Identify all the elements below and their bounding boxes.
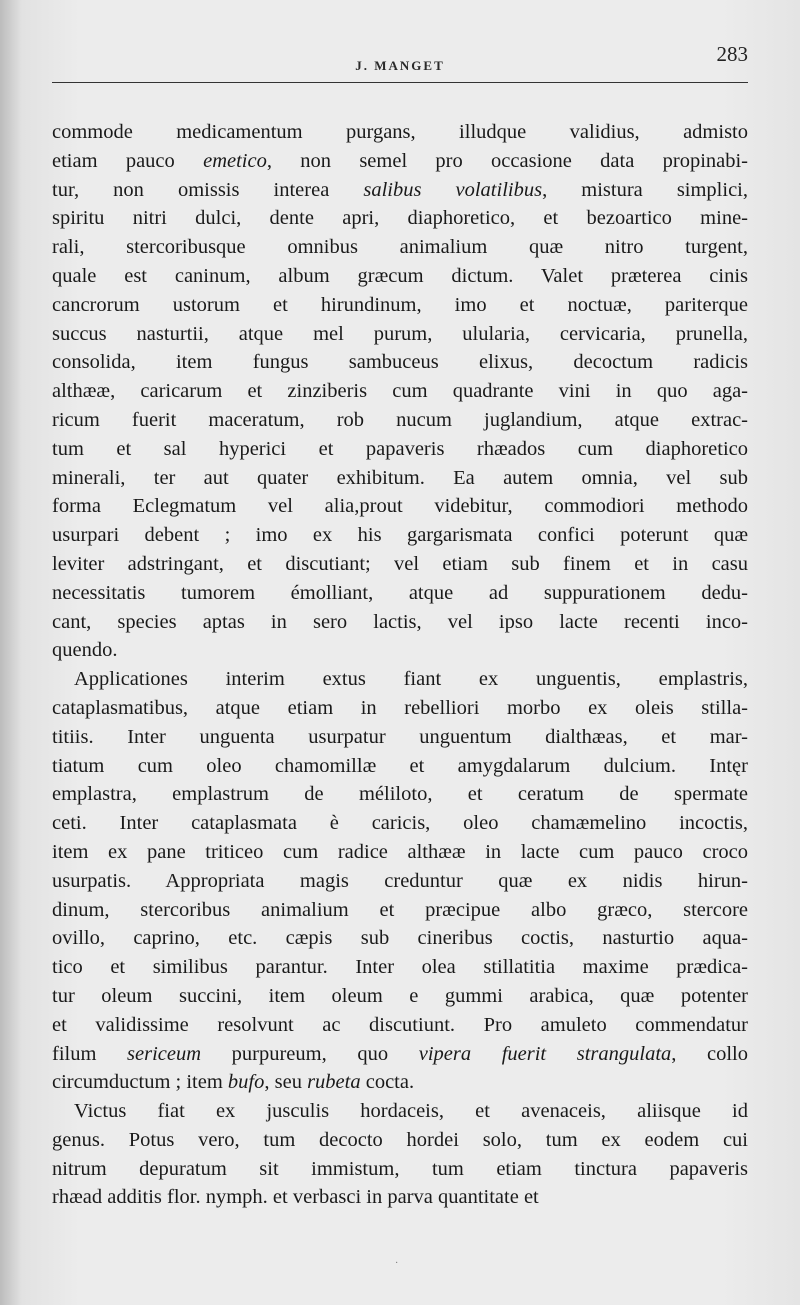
text-run: Applicationes interim extus fiant ex unguentis, emplastris, — [74, 668, 748, 691]
text-run: rali, stercoribusque omnibus animalium quæ nitro turgent, — [52, 236, 748, 259]
text-run: cancrorum ustorum et hirundinum, imo et noctuæ, pariterque — [52, 293, 748, 316]
text-run: genus. Potus vero, tum decocto hordei solo, tum ex eodem cui — [52, 1128, 748, 1151]
text-line — [52, 665, 748, 694]
text-run: quale est caninum, album græcum dictum. Valet præterea cinis — [52, 264, 748, 287]
text-line — [52, 636, 748, 665]
text-line — [52, 377, 748, 406]
text-line — [52, 752, 748, 781]
text-line — [52, 521, 748, 550]
text-run: dinum, stercoribus animalium et præcipue albo græco, stercore — [52, 898, 748, 921]
page-header — [52, 40, 748, 80]
text-run: succus nasturtii, atque mel purum, ulularia, cervicaria, prunella, — [52, 322, 748, 345]
text-run: ceti. Inter cataplasmata è caricis, oleo chamæmelino incoctis, — [52, 812, 748, 835]
text-line — [52, 262, 748, 291]
text-run: tur oleum succini, item oleum e gummi arabica, quæ potenter — [52, 984, 748, 1007]
header-rule — [52, 82, 748, 83]
italic-text: vipera fuerit strangulata — [418, 1042, 672, 1065]
text-line — [52, 809, 748, 838]
text-run: tiatum cum oleo chamomillæ et amygdalarum dulcium. Intęr — [52, 754, 748, 777]
italic-text: salibus volatilibus — [363, 178, 543, 201]
text-run: tum et sal hyperici et papaveris rhæados cum diaphoretico — [52, 437, 748, 460]
text-line — [52, 838, 748, 867]
paragraph — [52, 665, 748, 1097]
text-run: ricum fuerit maceratum, rob nucum juglandium, atque extrac- — [52, 408, 748, 431]
text-line — [52, 953, 748, 982]
text-line — [52, 464, 748, 493]
italic-text: sericeum — [127, 1042, 202, 1065]
paragraph — [52, 1097, 748, 1212]
text-line — [52, 867, 748, 896]
italic-text: emetico — [203, 149, 267, 172]
text-line — [52, 118, 748, 147]
text-line — [52, 924, 748, 953]
text-run: forma Eclegmatum vel alia,prout videbitur, commodiori methodo — [52, 495, 748, 518]
text-run: purpureum, quo — [201, 1042, 419, 1065]
text-run: et validissime resolvunt ac discutiunt. Pro amuleto commendatur — [52, 1013, 748, 1036]
text-line — [52, 1183, 748, 1212]
text-run: althææ, caricarum et zinziberis cum quadrante vini in quo aga- — [52, 380, 748, 403]
text-line — [52, 1126, 748, 1155]
text-line — [52, 550, 748, 579]
text-line — [52, 1097, 748, 1126]
text-line — [52, 896, 748, 925]
text-run: usurpari debent ; imo ex his gargarismata confici poterunt quæ — [52, 524, 748, 547]
page-number: 283 — [716, 42, 748, 66]
ink-speck: · — [395, 1258, 399, 1269]
text-run: titiis. Inter unguenta usurpatur unguentum dialthæas, et mar- — [52, 725, 748, 748]
text-run: item ex pane triticeo cum radice althææ in lacte cum pauco croco — [52, 840, 748, 863]
text-line — [52, 982, 748, 1011]
text-line — [52, 1155, 748, 1184]
text-run: cataplasmatibus, atque etiam in rebelliori morbo ex oleis stilla- — [52, 696, 748, 719]
text-run: necessitatis tumorem émolliant, atque ad suppurationem dedu- — [52, 581, 748, 604]
text-line — [52, 176, 748, 205]
paragraph — [52, 118, 748, 665]
text-run: leviter adstringant, et discutiant; vel etiam sub finem et in casu — [52, 552, 748, 575]
text-run: rhæad additis flor. nymph. et verbasci in parva quantitate et — [52, 1186, 539, 1209]
text-run: ovillo, caprino, etc. cæpis sub cineribus coctis, nasturtio aqua- — [52, 927, 748, 950]
text-line — [52, 291, 748, 320]
text-line — [52, 1011, 748, 1040]
text-run: etiam pauco — [52, 149, 204, 172]
text-run: quendo. — [52, 639, 118, 662]
body-text — [52, 118, 748, 1212]
text-line — [52, 608, 748, 637]
text-run: usurpatis. Appropriata magis creduntur quæ ex nidis hirun- — [52, 869, 748, 892]
italic-text: bufo — [227, 1071, 265, 1094]
text-line — [52, 147, 748, 176]
text-run: consolida, item fungus sambuceus elixus, decoctum radicis — [52, 351, 748, 374]
text-run: tico et similibus parantur. Inter olea stillatitia maxime prædica- — [52, 956, 748, 979]
text-line — [52, 233, 748, 262]
running-head: J. MANGET — [355, 58, 445, 73]
text-line — [52, 1068, 748, 1097]
text-run: circumductum ; item — [52, 1071, 228, 1094]
text-line — [52, 435, 748, 464]
text-run: filum — [52, 1042, 128, 1065]
text-run: , seu — [264, 1071, 308, 1094]
text-line — [52, 723, 748, 752]
text-line — [52, 348, 748, 377]
text-line — [52, 694, 748, 723]
text-line — [52, 406, 748, 435]
text-run: commode medicamentum purgans, illudque validius, admisto — [52, 121, 748, 143]
text-run: tur, non omissis interea — [52, 178, 364, 201]
text-run: Victus fiat ex jusculis hordaceis, et avenaceis, aliisque id — [74, 1100, 748, 1123]
text-line — [52, 1040, 748, 1069]
text-run: cant, species aptas in sero lactis, vel ipso lacte recenti inco- — [52, 610, 748, 633]
text-run: emplastra, emplastrum de méliloto, et ceratum de spermate — [52, 783, 748, 806]
text-run: spiritu nitri dulci, dente apri, diaphoretico, et bezoartico mine- — [52, 207, 748, 230]
text-line — [52, 320, 748, 349]
italic-text: rubeta — [307, 1071, 361, 1094]
text-run: minerali, ter aut quater exhibitum. Ea autem omnia, vel sub — [52, 466, 748, 489]
text-line — [52, 204, 748, 233]
text-line — [52, 780, 748, 809]
text-run: , collo — [671, 1042, 749, 1065]
text-line — [52, 492, 748, 521]
text-run: , non semel pro occasione data propinabi- — [266, 149, 749, 172]
text-run: , mistura simplici, — [542, 178, 748, 201]
text-run: cocta. — [360, 1071, 415, 1094]
text-run: nitrum depuratum sit immistum, tum etiam tinctura papaveris — [52, 1157, 748, 1180]
text-line — [52, 579, 748, 608]
